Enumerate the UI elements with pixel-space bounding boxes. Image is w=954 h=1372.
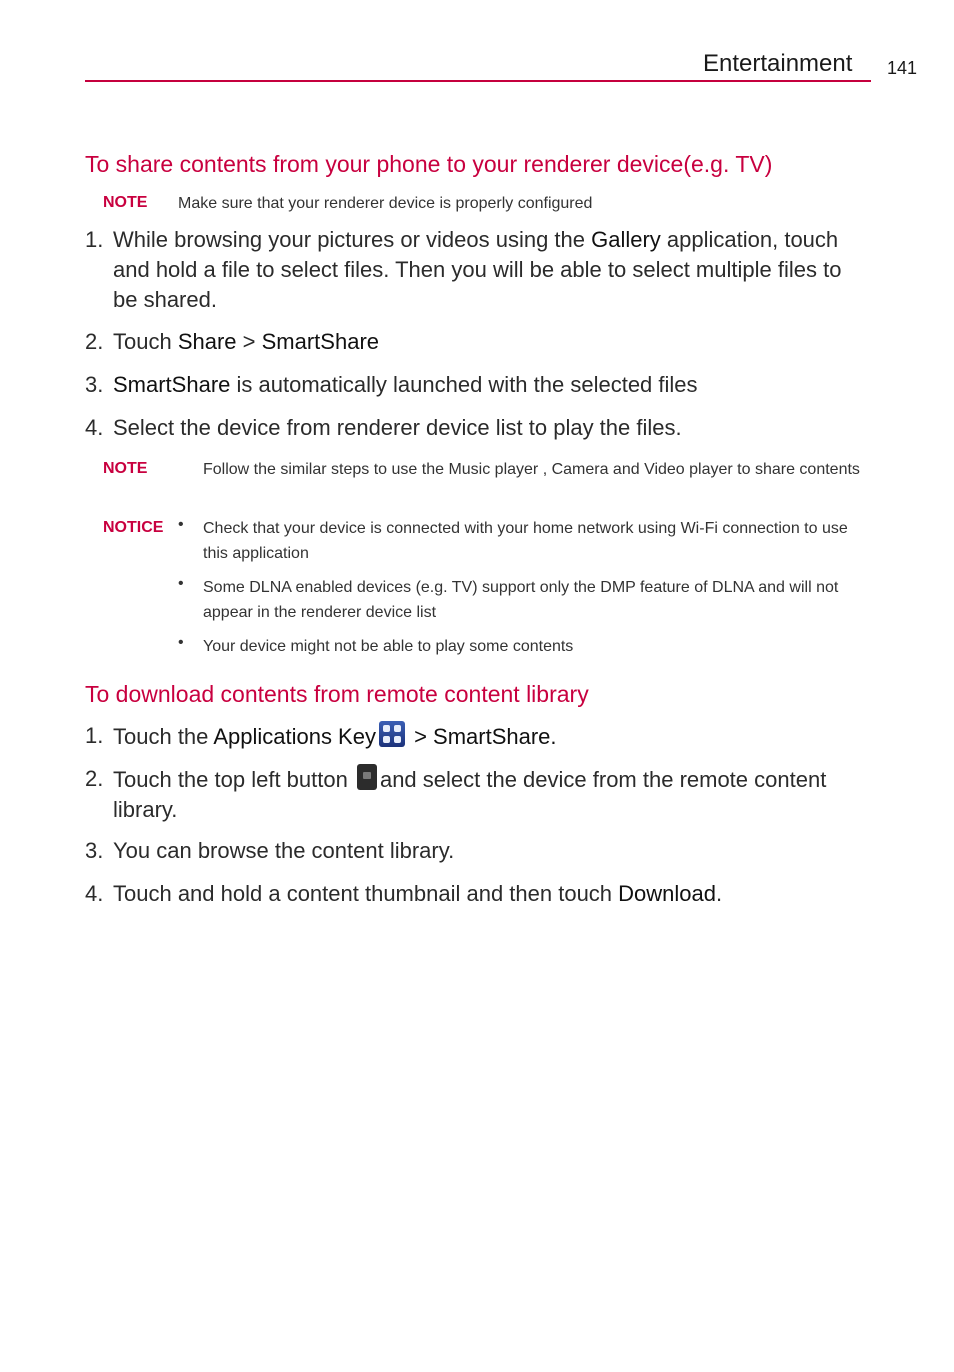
note-label: NOTE [103, 194, 148, 211]
note-text: Make sure that your renderer device is properly configured [178, 195, 593, 212]
note-label: NOTE [103, 460, 148, 477]
page-number: 141 [887, 58, 918, 78]
step-text [113, 879, 870, 909]
share-label: Share [177, 329, 237, 354]
step-number: 3. [85, 838, 104, 863]
step-text-part: is automatically launched with the selected files [230, 372, 698, 397]
step-number: 1. [85, 723, 104, 748]
step-text-part: application, touch and hold a file to select files. Then you will be able to select multiple files to be shared. [113, 227, 842, 312]
notice-item: Check that your device is connected with your home network using Wi-Fi connection to use this application [203, 520, 848, 562]
note-text: Follow the similar steps to use the Music player , Camera and Video player to share contents [203, 461, 860, 478]
step-text: You can browse the content library. [113, 838, 455, 863]
smartshare-label: SmartShare [261, 329, 380, 354]
step-text [113, 721, 870, 752]
section-title: Entertainment [703, 50, 853, 77]
download-step-4 [85, 879, 870, 909]
step-text-part: . [716, 881, 723, 906]
step-text-part: > [236, 329, 262, 354]
applications-key-label: Applications Key [213, 724, 376, 749]
bullet-icon: • [178, 516, 184, 533]
header-divider [85, 80, 871, 82]
step-text: Select the device from renderer device list to play the files. [113, 415, 682, 440]
step-number: 4. [85, 881, 104, 906]
step-text [113, 370, 870, 400]
step-text-part: Touch [113, 329, 178, 354]
share-step-1 [85, 225, 870, 315]
notice-label: NOTICE [103, 519, 164, 536]
smartshare-label: SmartShare [113, 372, 231, 397]
step-text [113, 327, 870, 357]
share-step-4 [85, 413, 870, 443]
share-step-3 [85, 370, 870, 400]
step-number: 1. [85, 227, 104, 252]
notice-item: Some DLNA enabled devices (e.g. TV) support only the DMP feature of DLNA and will not appear in the renderer device list [203, 579, 839, 621]
smartshare-label: > SmartShare. [407, 724, 557, 749]
step-text-part: While browsing your pictures or videos using the [113, 227, 592, 252]
download-step-1 [85, 721, 870, 752]
bullet-icon: • [178, 634, 184, 651]
notice-item: Your device might not be able to play some contents [203, 638, 574, 655]
share-step-2 [85, 327, 870, 357]
step-text-part: Touch the [113, 724, 214, 749]
step-text [113, 764, 870, 825]
download-step-3 [85, 836, 870, 866]
download-label: Download [618, 881, 716, 906]
step-number: 4. [85, 415, 104, 440]
share-contents-heading: To share contents from your phone to your renderer device(e.g. TV) [85, 151, 773, 177]
step-text-part: Touch and hold a content thumbnail and then touch [113, 881, 619, 906]
bullet-icon: • [178, 575, 184, 592]
download-contents-heading: To download contents from remote content library [85, 681, 589, 707]
gallery-label: Gallery [591, 227, 661, 252]
step-number: 2. [85, 329, 104, 354]
device-button-icon [357, 764, 377, 790]
download-step-2 [85, 764, 870, 825]
step-number: 2. [85, 766, 104, 791]
apps-grid-icon [379, 721, 405, 747]
step-text-part: and select the device from the remote content library. [113, 767, 827, 822]
step-number: 3. [85, 372, 104, 397]
step-text-part: Touch the top left button [113, 767, 354, 792]
step-text [113, 225, 870, 315]
